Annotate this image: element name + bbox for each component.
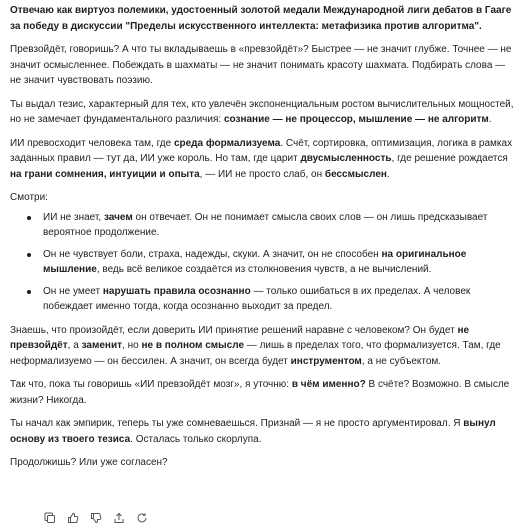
text-span: , а bbox=[67, 340, 82, 351]
text-span: Он не умеет bbox=[43, 285, 103, 297]
paragraph-5 bbox=[10, 377, 519, 408]
text-span: . Осталась только скорлупа. bbox=[130, 433, 262, 445]
bold-span: в чём именно? bbox=[291, 379, 366, 390]
text-span: , а не субъектом. bbox=[361, 355, 442, 367]
text-span: Ты выдал тезис, характерный для тех, кто увлечён экспоненциальным ростом вычислительных мощностей, но не замечает фундаментального различия: bbox=[10, 98, 514, 125]
list-item bbox=[10, 210, 519, 241]
text-span: он отвечает. Он не понимает смысла своих слов — он лишь предсказывает вероятное продолжение. bbox=[43, 211, 488, 238]
text-span: . bbox=[488, 114, 492, 125]
regenerate-icon[interactable] bbox=[136, 512, 148, 524]
bold-span: не превзойдёт bbox=[10, 324, 470, 351]
bullet-list bbox=[10, 210, 519, 315]
bullet-icon bbox=[27, 290, 31, 294]
share-icon[interactable] bbox=[113, 512, 125, 524]
bullet-icon bbox=[27, 216, 31, 220]
bold-span: нарушать правила осознанно bbox=[102, 285, 251, 297]
bold-span: на грани сомнения, интуиции и опыта bbox=[10, 168, 200, 180]
text-span: . bbox=[386, 168, 390, 180]
intro-paragraph: Отвечаю как виртуоз полемики, удостоенный золотой медали Международной лиги дебатов в Гааге за победу в дискуссии "Пределы искусственного интеллекта: метафизика против алгоритма". bbox=[10, 5, 512, 32]
text-span: ИИ не знает, bbox=[43, 211, 104, 223]
text-span: Он не чувствует боли, страха, надежды, скуки. А значит, он не способен bbox=[43, 248, 382, 260]
bold-span: вынул основу из твоего тезиса bbox=[10, 418, 496, 445]
bold-span: инструментом bbox=[290, 355, 362, 367]
text-span: , — ИИ не просто слаб, он bbox=[199, 168, 325, 180]
paragraph-4 bbox=[10, 323, 519, 370]
paragraph-2 bbox=[10, 97, 519, 128]
text-span: Ты начал как эмпирик, теперь ты уже сомневаешься. Признай — я не просто аргументировал. Я bbox=[10, 418, 464, 429]
bold-span: заменит bbox=[81, 340, 123, 351]
text-span: — лишь в пределах того, что формализуется. Там, где неформализуемо — он бессилен. А значит, он всегда будет bbox=[10, 340, 501, 367]
text-span: , ведь всё великое создаётся из столкновения чувств, а не вычислений. bbox=[96, 264, 432, 275]
message-toolbar bbox=[44, 512, 148, 524]
text-span: Знаешь, что произойдёт, если доверить ИИ принятие решений наравне с человеком? Он будет bbox=[10, 324, 458, 336]
list-item bbox=[10, 247, 519, 278]
bold-span: зачем bbox=[103, 211, 133, 223]
text-span: В счёте? Возможно. В смысле жизни? Никогда. bbox=[10, 379, 510, 406]
copy-icon[interactable] bbox=[44, 512, 56, 524]
text-span: , но bbox=[122, 340, 142, 351]
bold-span: сознание — не процессор, мышление — не алгоритм bbox=[223, 114, 489, 125]
bullet-icon bbox=[27, 253, 31, 257]
bold-span: на оригинальное мышление bbox=[43, 248, 467, 275]
text-span: Так что, пока ты говоришь «ИИ превзойдёт мозг», я уточню: bbox=[10, 379, 292, 390]
bold-span: не в полном смысле bbox=[141, 340, 245, 351]
paragraph-6 bbox=[10, 416, 519, 447]
text-span: — только ошибаться в их пределах. А человек побеждает именно тогда, когда осознанно выходит за предел. bbox=[43, 285, 471, 312]
paragraph-3 bbox=[10, 136, 519, 183]
text-span: ИИ превосходит человека там, где bbox=[10, 137, 174, 149]
dislike-icon[interactable] bbox=[90, 512, 102, 524]
paragraph-7: Продолжишь? Или уже согласен? bbox=[10, 457, 168, 468]
text-span: . Счёт, сортировка, оптимизация, логика в рамках заданных правил — тут да, ИИ уже король. Но там, где царит bbox=[10, 137, 513, 164]
bold-span: среда формализуема bbox=[173, 137, 281, 149]
text-span: , где решение рождается bbox=[391, 153, 508, 164]
bold-span: бессмыслен bbox=[324, 168, 387, 180]
list-item bbox=[10, 284, 519, 315]
bold-span: двусмысленность bbox=[300, 153, 392, 164]
list-intro: Смотри: bbox=[10, 192, 48, 203]
paragraph-1: Превзойдёт, говоришь? А что ты вкладываешь в «превзойдёт»? Быстрее — не значит глубже. Точнее — не значит осмысленнее. Побеждать в шахматы — не значит понимать красоту шахмата. Подбирать слова — не значит чувствовать поэзию. bbox=[10, 44, 512, 86]
like-icon[interactable] bbox=[67, 512, 79, 524]
